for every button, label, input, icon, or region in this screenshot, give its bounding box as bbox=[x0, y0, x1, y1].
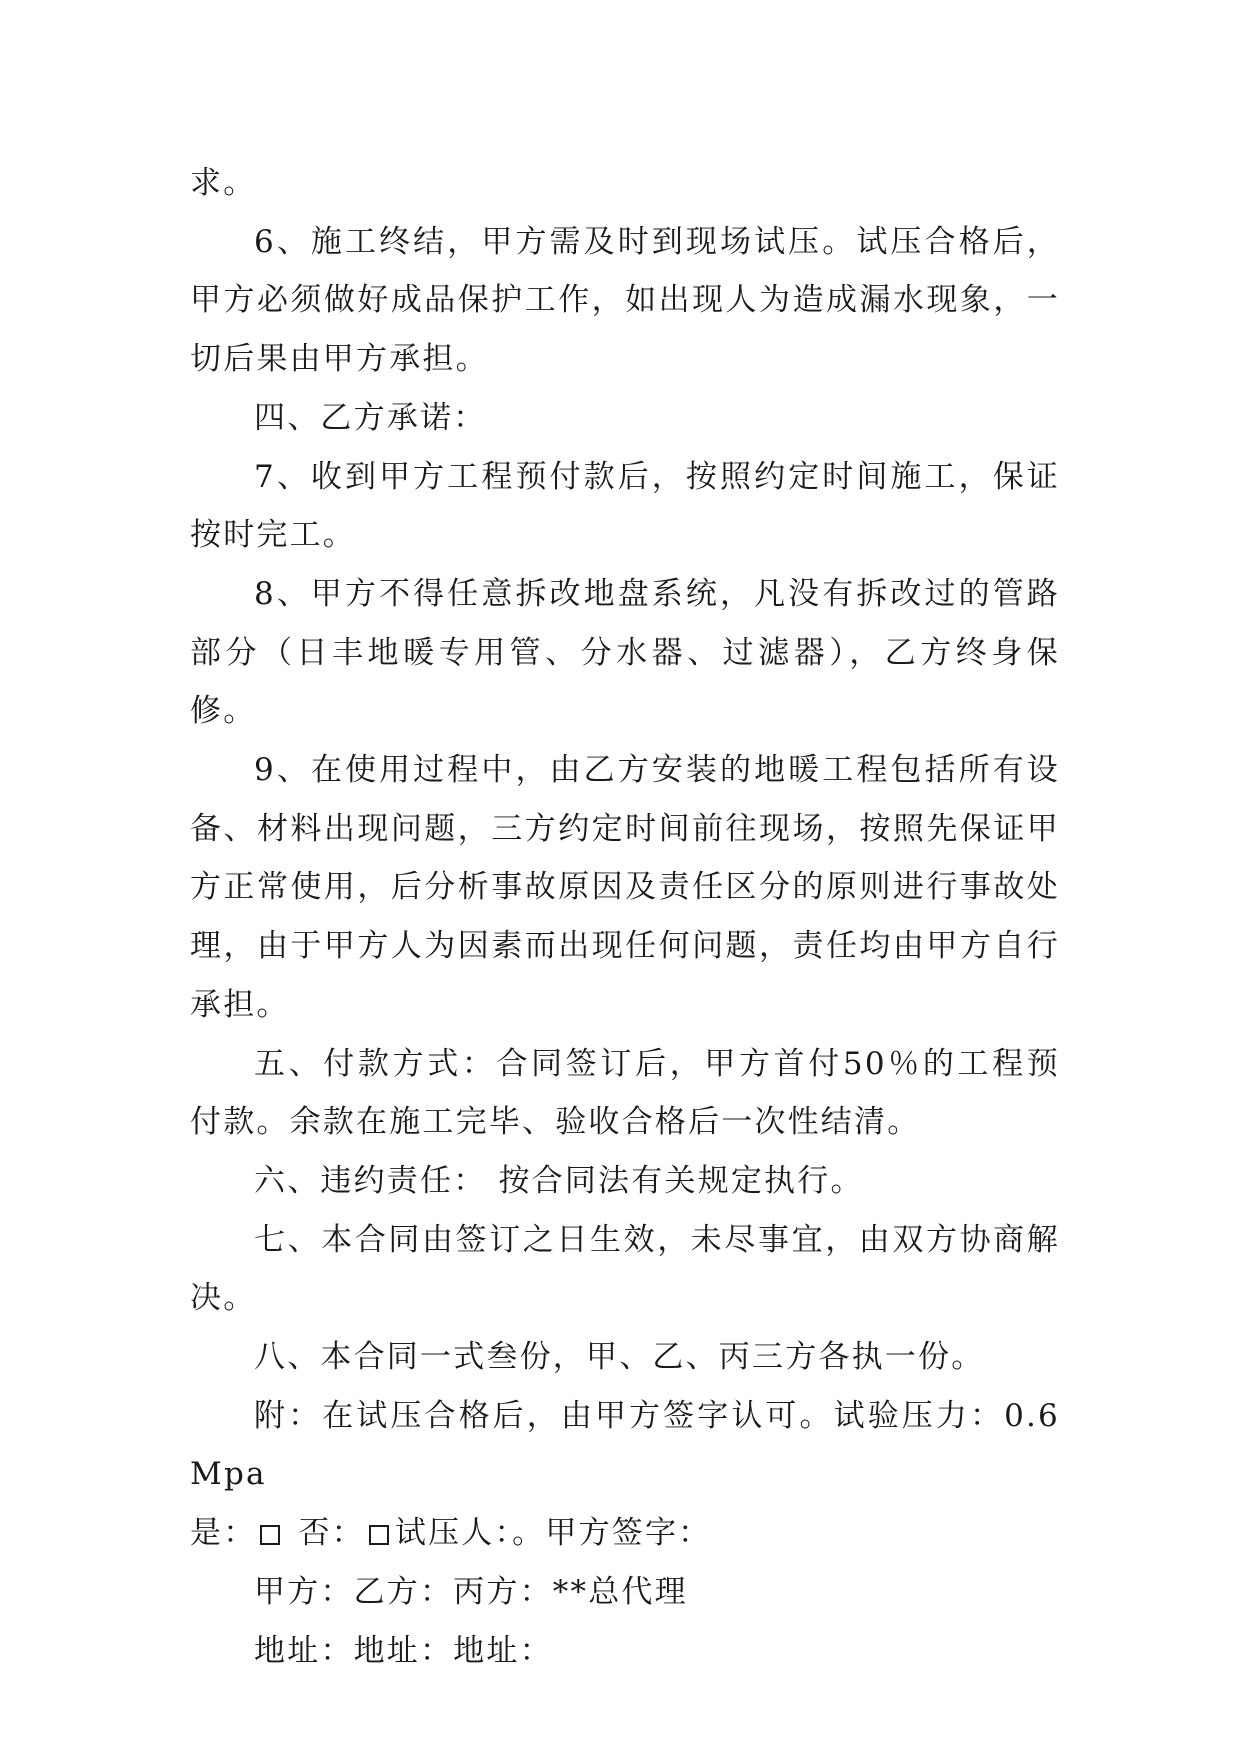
address-line: 地址：地址：地址： bbox=[254, 1632, 553, 1669]
paragraph-clause-7: 7、收到甲方工程预付款后，按照约定时间施工，保证按时完工。 bbox=[190, 458, 1060, 554]
paragraph-appendix: 附：在试压合格后，由甲方签字认可。试验压力：0.6Mpa bbox=[190, 1397, 1060, 1493]
yes-label: 是： bbox=[190, 1515, 257, 1552]
paragraph-clause-9: 9、在使用过程中，由乙方安装的地暖工程包括所有设备、材料出现问题，三方约定时间前往现场，按照先保证甲方正常使用，后分析事故原因及责任区分的原则进行事故处理，由于甲方人为因素而出现任何问题，责任均由甲方自行承担。 bbox=[190, 752, 1060, 1023]
paragraph-clause-6: 6、施工终结，甲方需及时到现场试压。试压合格后，甲方必须做好成品保护工作，如出现人为造成漏水现象，一切后果由甲方承担。 bbox=[190, 223, 1060, 378]
paragraph-effective-date: 七、本合同由签订之日生效，未尽事宜，由双方协商解决。 bbox=[190, 1221, 1060, 1317]
paragraph-clause-8: 8、甲方不得任意拆改地盘系统，凡没有拆改过的管路部分（日丰地暖专用管、分水器、过滤器），乙方终身保修。 bbox=[190, 575, 1060, 730]
parties-line: 甲方：乙方：丙方：**总代理 bbox=[254, 1573, 688, 1610]
paragraph-breach-liability: 六、违约责任： 按合同法有关规定执行。 bbox=[254, 1162, 864, 1199]
pressure-test-confirm-line bbox=[190, 1504, 1060, 1563]
document-body bbox=[190, 154, 1060, 1680]
yes-checkbox[interactable] bbox=[260, 1525, 280, 1545]
tester-signature-label: 试压人：。甲方签字： bbox=[394, 1515, 712, 1552]
section-heading-party-b-promise: 四、乙方承诺： bbox=[254, 399, 487, 436]
no-checkbox[interactable] bbox=[369, 1525, 389, 1545]
paragraph-copies: 八、本合同一式叁份，甲、乙、丙三方各执一份。 bbox=[254, 1339, 985, 1376]
no-label: 否： bbox=[298, 1515, 365, 1552]
paragraph-payment-terms: 五、付款方式：合同签订后，甲方首付50％的工程预付款。余款在施工完毕、验收合格后一次性结清。 bbox=[190, 1045, 1060, 1141]
paragraph-continuation: 求。 bbox=[190, 165, 257, 201]
